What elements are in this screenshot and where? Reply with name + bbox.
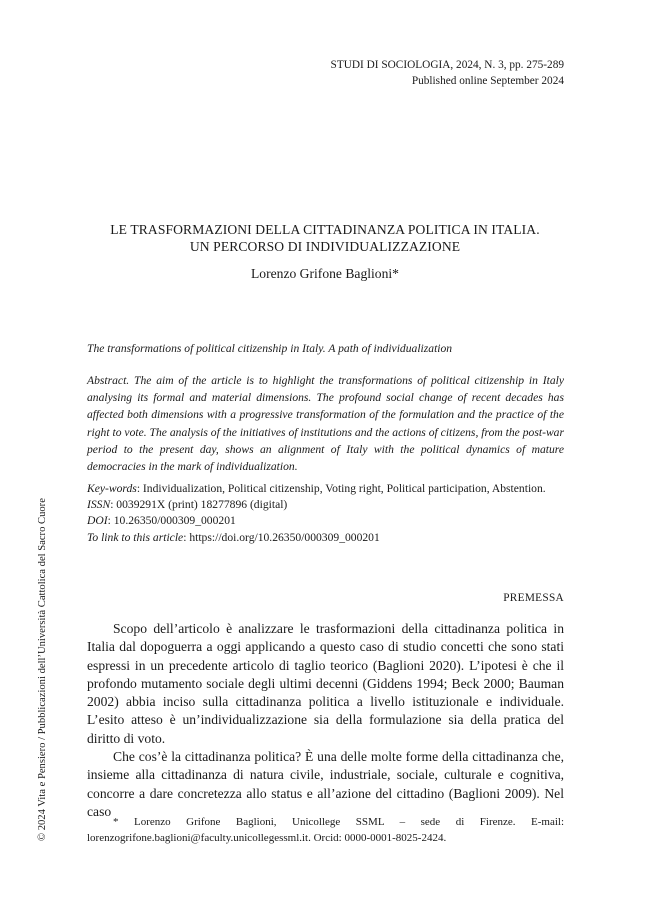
article-link (87, 530, 564, 546)
paragraph-2: Che cos’è la cittadinanza politica? È una delle molte forme della cittadinanza che, insieme alla cittadinanza di natura civile, industriale, sociale, culturale e cognitiva, concorre a dare concretezza allo status e all’azione del cittadino (Baglioni 2009). Nel caso (87, 749, 564, 819)
keywords-label: Key-words (87, 482, 137, 495)
author-name: Lorenzo Grifone Baglioni* (251, 266, 399, 281)
doi (87, 513, 564, 529)
paragraph-1: Scopo dell’articolo è analizzare le trasformazioni della cittadinanza politica in Italia dal dopoguerra a oggi applicando a questo caso di studio concetti che sono stati espressi in un precedente articolo di taglio teorico (Baglioni 2020). L’ipotesi è che il profondo mutamento sociale degli ultimi decenni (Giddens 1994; Beck 2000; Bauman 2002) abbia inciso sulla cittadinanza politica a livello istituzionale e individuale. L’esito atteso è un’individualizzazione sia della formulazione sia della pratica del diritto di voto. (87, 621, 564, 746)
issn-label: ISSN (87, 498, 111, 512)
article-title (0, 221, 650, 255)
keywords-value: : Individualization, Political citizenship, Voting right, Political participation, Abstention. (136, 482, 546, 495)
issn (87, 497, 564, 513)
journal-header (331, 57, 564, 89)
abstract-label: Abstract. (87, 374, 130, 387)
title-line-2: UN PERCORSO DI INDIVIDUALIZZAZIONE (189, 239, 461, 254)
abstract-text: The aim of the article is to highlight the transformations of political citizenship in Italy analysing its formal and material dimensions. The profound social change of recent decades has affected both dimensions with a progressive transformation of the formulation and the practice of the right to vote. The analysis of the initiatives of institutions and the actions of citizens, from the post-war period to the present day, shows an alignment of Italy with the political dynamics of mature democracies in the mark of individualization. (87, 374, 564, 474)
keywords (87, 481, 564, 497)
publication-date: Published online September 2024 (411, 75, 564, 87)
title-line-1: LE TRASFORMAZIONI DELLA CITTADINANZA POLITICA IN ITALIA. (110, 222, 540, 237)
body-text (87, 620, 564, 821)
doi-value: : 10.26350/000309_000201 (107, 514, 236, 528)
copyright-sidebar: © 2024 Vita e Pensiero / Pubblicazioni dell’Università Cattolica del Sacro Cuore (37, 498, 48, 841)
article-metadata (87, 481, 564, 546)
journal-citation: STUDI DI SOCIOLOGIA, 2024, N. 3, pp. 275-289 (330, 59, 564, 71)
link-label: To link to this article (87, 530, 184, 544)
abstract (87, 372, 564, 475)
english-title: The transformations of political citizenship in Italy. A path of individualization (87, 342, 453, 355)
footnote: * Lorenzo Grifone Baglioni, Unicollege SSML – sede di Firenze. E-mail: lorenzogrifone.baglioni@faculty.unicollegessml.it. Orcid: 0000-0001-8025-2424. (87, 816, 564, 844)
section-heading: PREMESSA (503, 592, 564, 604)
doi-label: DOI (87, 514, 108, 528)
link-value[interactable]: : https://doi.org/10.26350/000309_000201 (183, 530, 380, 544)
issn-value: : 0039291X (print) 18277896 (digital) (110, 498, 288, 512)
